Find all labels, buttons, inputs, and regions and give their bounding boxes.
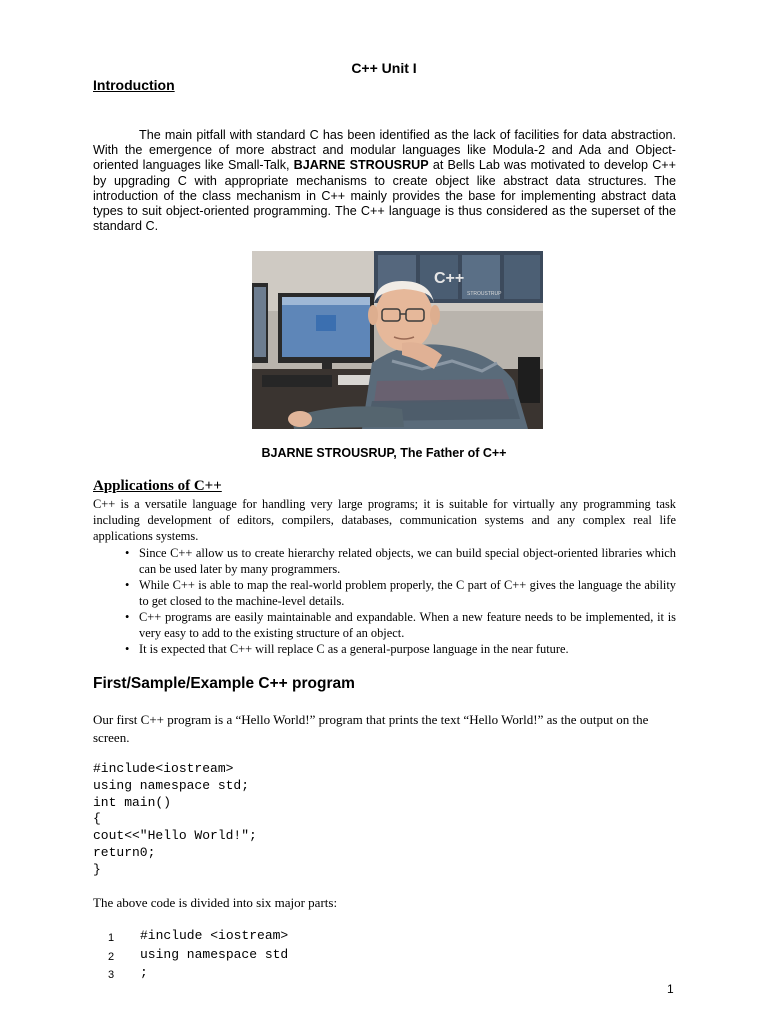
code-block — [93, 761, 257, 879]
item-number: 1 — [108, 932, 115, 944]
first-program-heading: First/Sample/Example C++ program — [93, 675, 355, 692]
document-title: C++ Unit I — [351, 60, 417, 76]
intro-text-part2: at Bells Lab was motivated to develop C++ by upgrading C with appropriate mechanisms to create object like abstract data structures. The introduction of the class mechanism in C++ mainly provides the base for implementing abstract data types to suit object-oriented programming. The C++ language is thus considered as the superset of the standard C. — [93, 158, 677, 234]
list-item: • C++ programs are easily maintainable and expandable. When a new feature needs to be implemented, it is very easy to add to the existing structure of an object. — [125, 610, 676, 640]
intro-text-bold-name: BJARNE STROUSRUP — [293, 158, 429, 173]
introduction-heading: Introduction — [93, 77, 175, 93]
book-cover-author: STROUSTRUP — [467, 291, 502, 297]
intro-text-part1: The main pitfall with standard C has been identified as the lack of facilities for data abstraction. With the emergence of more abstract and modular languages like Modula-2 and Ada and Object-oriented languages like Small-Talk, — [93, 128, 676, 173]
list-item: • While C++ is able to map the real-world problem properly, the C part of C++ gives the language the ability to get closed to the machine-level details. — [125, 578, 676, 608]
photo-caption: BJARNE STROUSRUP, The Father of C++ — [261, 446, 507, 460]
code-line: { — [93, 811, 101, 827]
parts-list — [108, 928, 288, 984]
code-line: #include<iostream> — [93, 761, 234, 776]
item-number: 3 — [108, 969, 115, 981]
book-cover-letter: C++ — [434, 270, 465, 287]
strousrup-photo — [252, 251, 543, 429]
code-line: using namespace std; — [93, 777, 250, 793]
code-line: return0; — [93, 844, 156, 860]
item-text: #include <iostream> — [140, 928, 289, 943]
code-line: cout<<"Hello World!"; — [93, 828, 257, 844]
page-number: 1 — [667, 982, 674, 996]
bullet-icon: • — [125, 546, 130, 560]
code-line: } — [93, 861, 101, 877]
list-item — [108, 965, 288, 984]
list-item: • It is expected that C++ will replace C as a general-purpose language in the near future. — [125, 642, 569, 656]
list-item — [108, 928, 288, 947]
bullet-icon: • — [125, 642, 130, 656]
list-item: • Since C++ allow us to create hierarchy related objects, we can build special object-oriented libraries which can be used later by many programmers. — [125, 546, 676, 576]
introduction-paragraph — [93, 128, 676, 234]
item-number: 2 — [108, 950, 115, 963]
bullet-icon: • — [125, 610, 130, 624]
item-text: using namespace std — [140, 946, 289, 962]
applications-list — [93, 545, 676, 657]
bullet-icon: • — [125, 578, 130, 592]
item-text: ; — [140, 965, 148, 980]
list-item — [108, 947, 288, 966]
applications-intro: C++ is a versatile language for handling very large programs; it is suitable for virtually any programming task including development of editors, compilers, databases, communication systems and any complex real life applications systems. — [93, 497, 676, 543]
applications-heading: Applications of C++ — [93, 478, 222, 494]
first-program-intro: Our first C++ program is a “Hello World!” program that prints the text “Hello World!” as the output on the screen. — [93, 712, 649, 745]
parts-intro: The above code is divided into six major parts: — [93, 895, 338, 910]
code-line: int main() — [93, 794, 172, 810]
